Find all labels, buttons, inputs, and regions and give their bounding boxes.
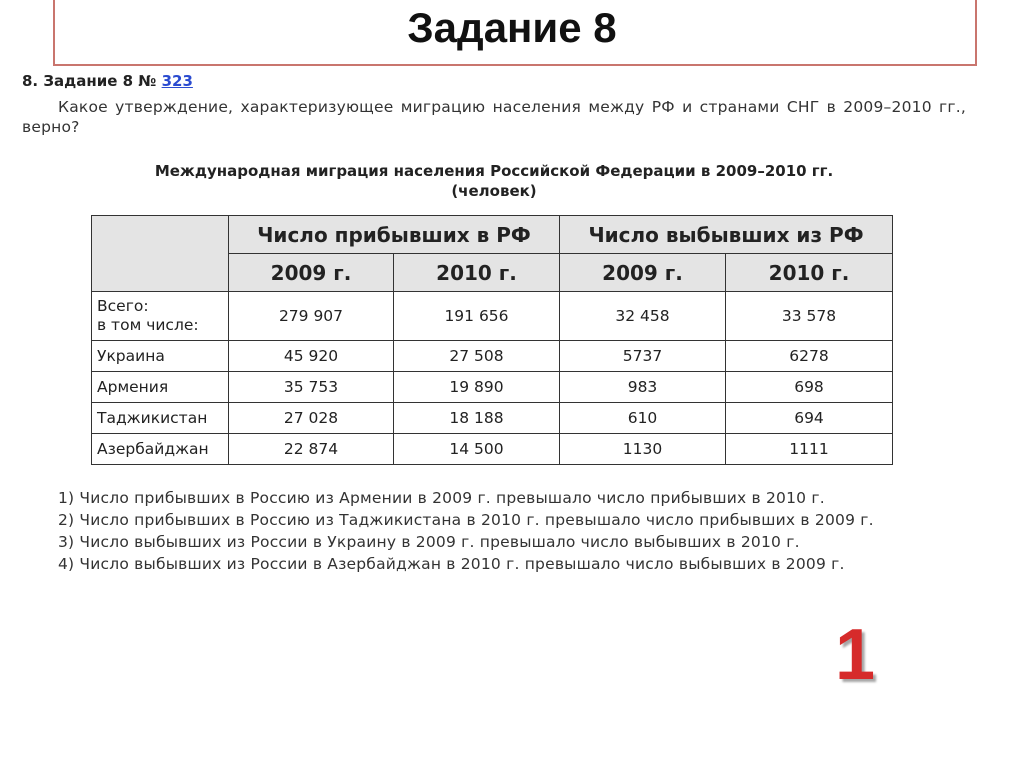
table-cell: 19 890 [394,372,560,403]
table-cell: 694 [726,403,893,434]
migration-table [91,215,893,465]
table-cell: 1111 [726,434,893,465]
option-3: 3) Число выбывших из России в Украину в 2009 г. превышало число выбывших в 2010 г. [58,533,800,551]
table-row [92,292,893,341]
task-number-link[interactable]: 323 [161,72,193,90]
table-cell: 983 [560,372,726,403]
table-caption-unit: (человек) [451,182,537,200]
table-cell: 35 753 [229,372,394,403]
table-cell: 1130 [560,434,726,465]
question-text: Какое утверждение, характеризующее миграцию населения между РФ и странами СНГ в 2009–2010 гг., верно? [22,98,966,136]
table-row [92,434,893,465]
table-cell: 27 508 [394,341,560,372]
option-1: 1) Число прибывших в Россию из Армении в 2009 г. превышало число прибывших в 2010 г. [58,489,825,507]
option-2: 2) Число прибывших в Россию из Таджикистана в 2010 г. превышало число прибывших в 2009 г. [58,511,874,529]
row-label-line: в том числе: [97,316,199,334]
header-year: 2010 г. [726,254,893,292]
header-year: 2009 г. [229,254,394,292]
header-year: 2009 г. [560,254,726,292]
table-cell: 32 458 [560,292,726,341]
table-row [92,341,893,372]
row-label [92,292,229,341]
table-cell: 45 920 [229,341,394,372]
row-label: Армения [92,372,229,403]
table-cell: 27 028 [229,403,394,434]
table-cell: 14 500 [394,434,560,465]
option-4: 4) Число выбывших из России в Азербайджан в 2010 г. превышало число выбывших в 2009 г. [58,555,845,573]
table-header-row [92,216,893,254]
table-cell: 279 907 [229,292,394,341]
row-label: Украина [92,341,229,372]
row-label: Таджикистан [92,403,229,434]
table-cell: 22 874 [229,434,394,465]
table-cell: 33 578 [726,292,893,341]
table-cell: 191 656 [394,292,560,341]
table-cell: 610 [560,403,726,434]
table-cell: 698 [726,372,893,403]
answer-number: 1 [835,615,876,695]
row-label: Азербайджан [92,434,229,465]
task-header [22,72,193,90]
table-corner-cell [92,216,229,292]
task-header-prefix: 8. Задание 8 № [22,72,157,90]
table-cell: 5737 [560,341,726,372]
answer-options [22,487,972,575]
table-caption [22,161,966,201]
table-row [92,372,893,403]
table-cell: 18 188 [394,403,560,434]
row-label-line: Всего: [97,297,149,315]
table-cell: 6278 [726,341,893,372]
table-row [92,403,893,434]
slide-title: Задание 8 [407,4,617,51]
table-caption-title: Международная миграция населения Российской Федерации в 2009–2010 гг. [154,162,834,180]
header-departed: Число выбывших из РФ [560,216,893,254]
header-arrived: Число прибывших в РФ [229,216,560,254]
header-year: 2010 г. [394,254,560,292]
